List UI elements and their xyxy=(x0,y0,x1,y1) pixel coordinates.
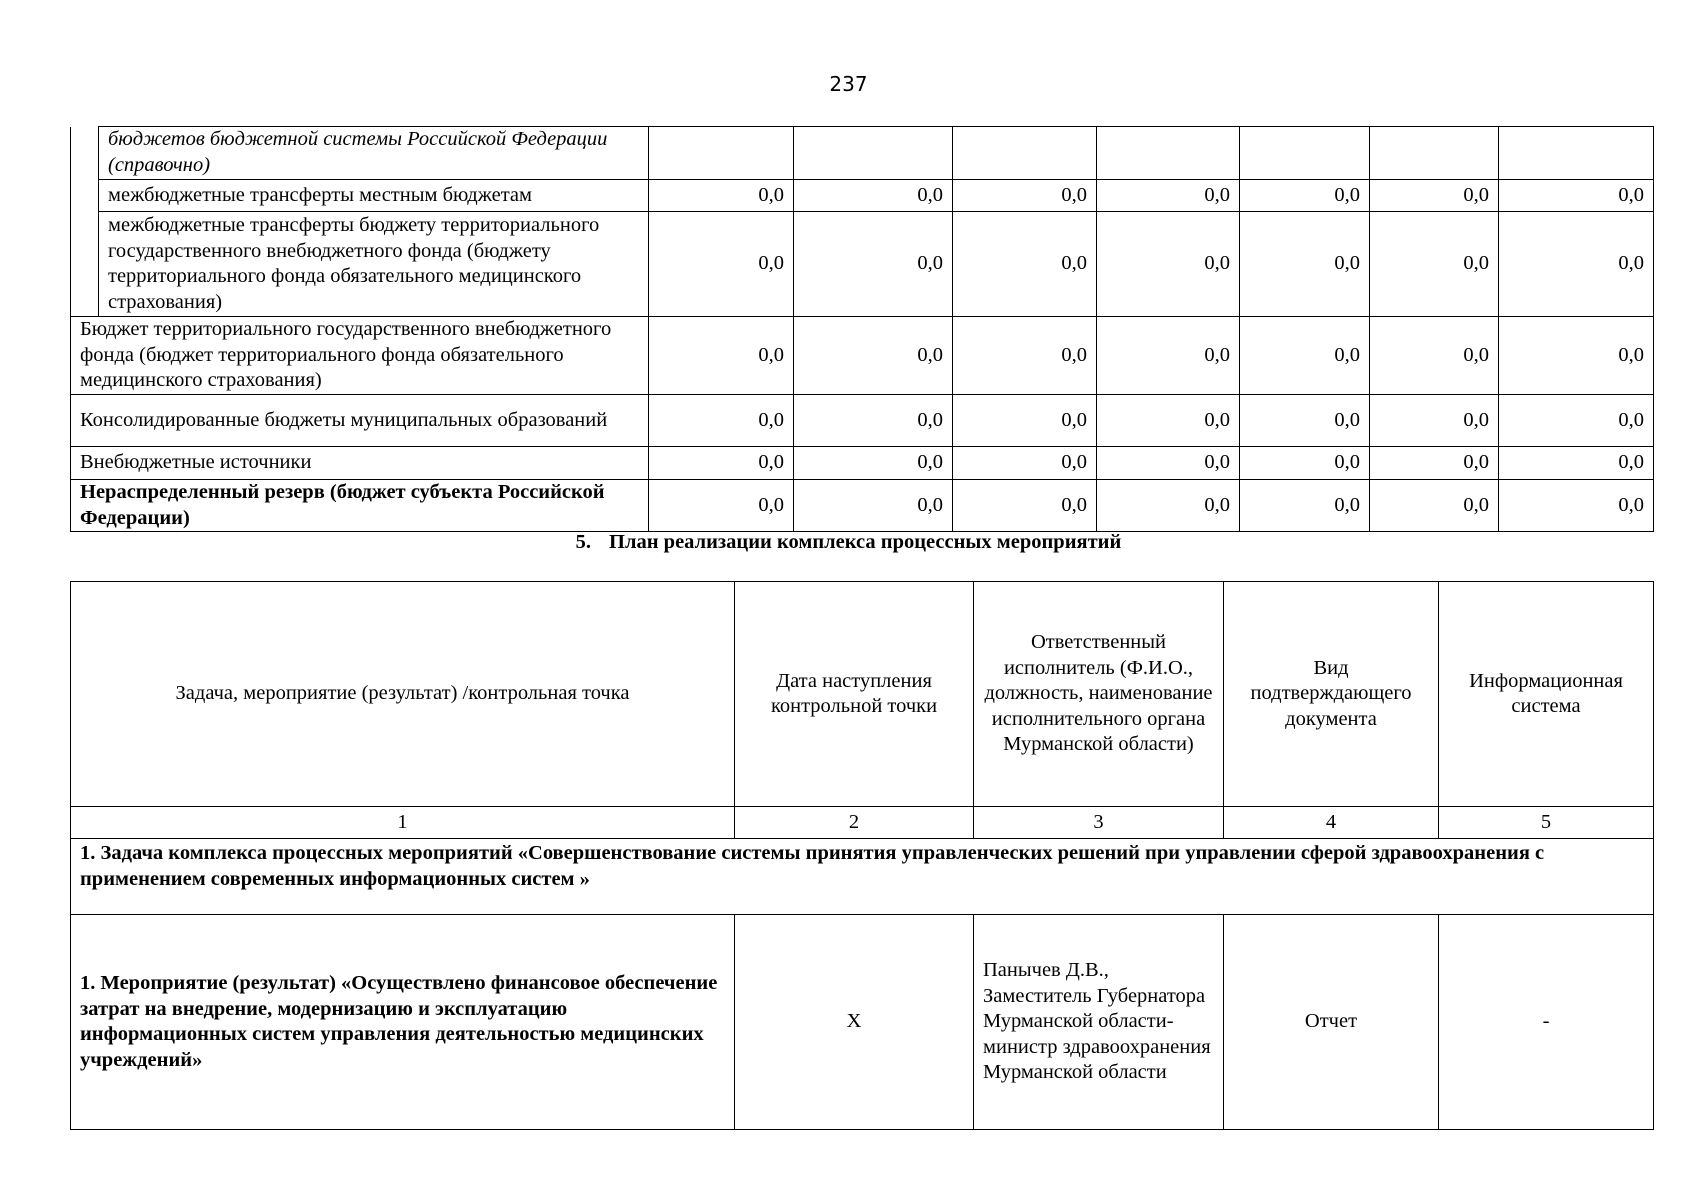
section-title xyxy=(0,531,1697,554)
value-cell: 0,0 xyxy=(649,395,794,447)
value-cell: 0,0 xyxy=(1097,317,1240,395)
header-cell: Вид подтверждающего документа xyxy=(1224,582,1439,807)
header-row xyxy=(71,582,1654,807)
header-cell: Задача, мероприятие (результат) /контрольная точка xyxy=(71,582,735,807)
measure-name: 1. Мероприятие (результат) «Осуществлено финансовое обеспечение затрат на внедрение, модернизацию и эксплуатацию информационных систем управления деятельностью медицинских учреждений» xyxy=(71,915,735,1130)
value-cell xyxy=(1097,127,1240,180)
value-cell: 0,0 xyxy=(1499,317,1654,395)
value-cell: 0,0 xyxy=(794,212,953,317)
value-cell xyxy=(794,127,953,180)
value-cell: 0,0 xyxy=(1370,447,1499,480)
value-cell: 0,0 xyxy=(794,395,953,447)
value-cell: 0,0 xyxy=(1097,212,1240,317)
measure-responsible: Панычев Д.В., Заместитель Губернатора Мурманской области- министр здравоохранения Мурманской области xyxy=(974,915,1224,1130)
value-cell: 0,0 xyxy=(953,395,1097,447)
row-label: межбюджетные трансферты местным бюджетам xyxy=(99,180,649,212)
value-cell: 0,0 xyxy=(794,447,953,480)
column-number: 1 xyxy=(71,807,735,839)
indent-cell xyxy=(71,127,99,180)
value-cell xyxy=(1240,127,1370,180)
section-title-text: План реализации комплекса процессных мероприятий xyxy=(609,531,1122,553)
value-cell: 0,0 xyxy=(1499,180,1654,212)
value-cell: 0,0 xyxy=(1370,395,1499,447)
task-cell: 1. Задача комплекса процессных мероприятий «Совершенствование системы принятия управленческих решений при управлении сферой здравоохранения с применением современных информационных систем » xyxy=(71,839,1654,915)
value-cell: 0,0 xyxy=(1097,480,1240,532)
value-cell: 0,0 xyxy=(1240,395,1370,447)
row-label: Бюджет территориального государственного внебюджетного фонда (бюджет территориального фонда обязательного медицинского страхования) xyxy=(71,317,649,395)
table-row xyxy=(71,395,1654,447)
value-cell: 0,0 xyxy=(794,480,953,532)
value-cell: 0,0 xyxy=(953,180,1097,212)
value-cell: 0,0 xyxy=(1097,395,1240,447)
value-cell: 0,0 xyxy=(953,212,1097,317)
value-cell: 0,0 xyxy=(649,180,794,212)
value-cell: 0,0 xyxy=(1370,180,1499,212)
table-row xyxy=(71,127,1654,180)
indent-cell xyxy=(71,212,99,317)
value-cell: 0,0 xyxy=(1370,480,1499,532)
value-cell: 0,0 xyxy=(1097,180,1240,212)
value-cell: 0,0 xyxy=(1240,480,1370,532)
row-label: Консолидированные бюджеты муниципальных образований xyxy=(71,395,649,447)
value-cell: 0,0 xyxy=(1240,317,1370,395)
value-cell: 0,0 xyxy=(1240,447,1370,480)
value-cell: 0,0 xyxy=(1240,212,1370,317)
header-cell: Дата наступления контрольной точки xyxy=(735,582,974,807)
value-cell: 0,0 xyxy=(794,180,953,212)
measure-date: X xyxy=(735,915,974,1130)
row-label: Нераспределенный резерв (бюджет субъекта Российской Федерации) xyxy=(71,480,649,532)
measure-system: - xyxy=(1439,915,1654,1130)
table-row xyxy=(71,447,1654,480)
value-cell xyxy=(649,127,794,180)
value-cell: 0,0 xyxy=(1097,447,1240,480)
page-number: 237 xyxy=(829,72,868,96)
value-cell: 0,0 xyxy=(649,212,794,317)
section-number: 5. xyxy=(575,531,592,553)
value-cell: 0,0 xyxy=(1370,317,1499,395)
value-cell: 0,0 xyxy=(649,480,794,532)
row-label: Внебюджетные источники xyxy=(71,447,649,480)
column-number: 2 xyxy=(735,807,974,839)
value-cell: 0,0 xyxy=(953,480,1097,532)
table-row xyxy=(71,212,1654,317)
value-cell: 0,0 xyxy=(794,317,953,395)
table-row xyxy=(71,317,1654,395)
indent-cell xyxy=(71,180,99,212)
measure-row xyxy=(71,915,1654,1130)
value-cell: 0,0 xyxy=(1499,480,1654,532)
value-cell: 0,0 xyxy=(953,447,1097,480)
value-cell xyxy=(1499,127,1654,180)
measure-document: Отчет xyxy=(1224,915,1439,1130)
value-cell: 0,0 xyxy=(1370,212,1499,317)
finance-table xyxy=(70,126,1654,532)
row-label: межбюджетные трансферты бюджету территориального государственного внебюджетного фонда (бюджету территориального фонда обязательного медицинского страхования) xyxy=(99,212,649,317)
table-row xyxy=(71,480,1654,532)
value-cell: 0,0 xyxy=(1499,447,1654,480)
value-cell: 0,0 xyxy=(1499,395,1654,447)
value-cell xyxy=(953,127,1097,180)
value-cell: 0,0 xyxy=(1499,212,1654,317)
column-number: 3 xyxy=(974,807,1224,839)
column-number: 4 xyxy=(1224,807,1439,839)
header-cell: Информационная система xyxy=(1439,582,1654,807)
value-cell: 0,0 xyxy=(649,447,794,480)
value-cell: 0,0 xyxy=(649,317,794,395)
column-number-row xyxy=(71,807,1654,839)
value-cell xyxy=(1370,127,1499,180)
value-cell: 0,0 xyxy=(953,317,1097,395)
plan-table xyxy=(70,581,1654,1130)
task-row xyxy=(71,839,1654,915)
row-label: бюджетов бюджетной системы Российской Федерации (справочно) xyxy=(99,127,649,180)
value-cell: 0,0 xyxy=(1240,180,1370,212)
column-number: 5 xyxy=(1439,807,1654,839)
header-cell: Ответственный исполнитель (Ф.И.О., должность, наименование исполнительного органа Мурманской области) xyxy=(974,582,1224,807)
table-row xyxy=(71,180,1654,212)
